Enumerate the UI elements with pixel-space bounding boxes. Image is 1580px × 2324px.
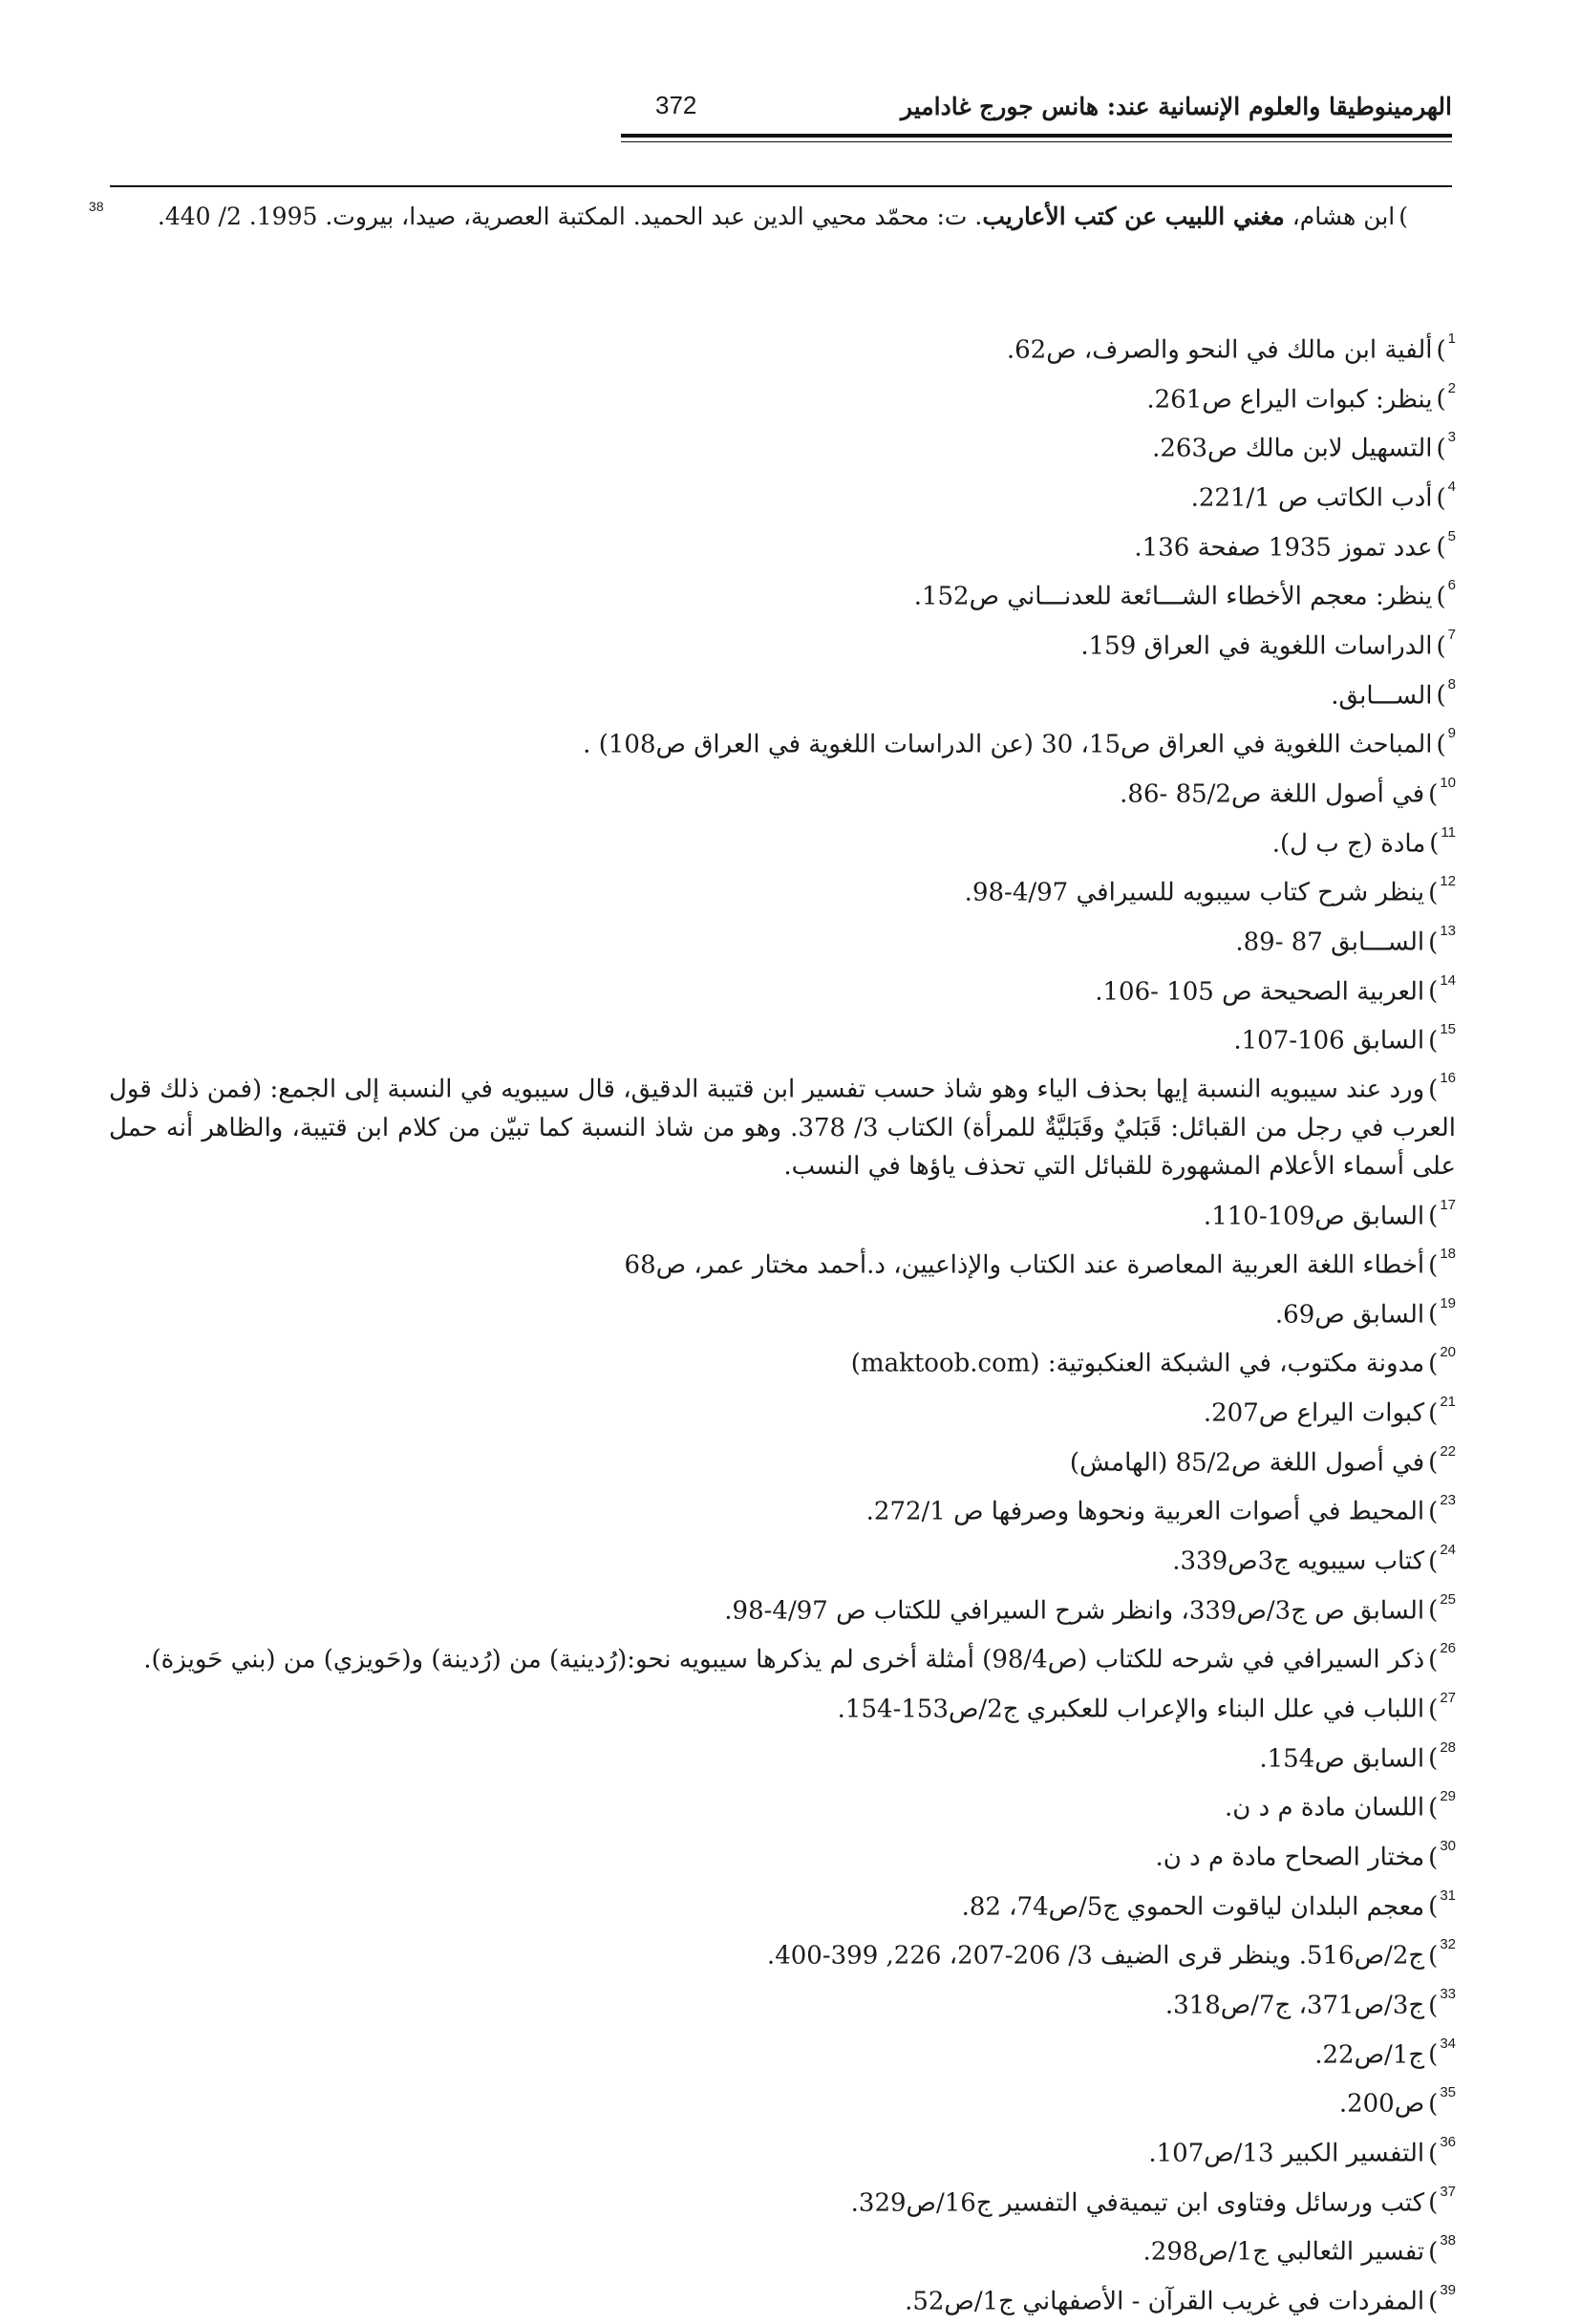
footnote-number: 6 xyxy=(1447,577,1456,594)
footnote-text: أخطاء اللغة العربية المعاصرة عند الكتاب والإذاعيين، د.أحمد مختار عمر، ص68 xyxy=(624,1250,1425,1280)
footnote-text: أدب الكاتب ص 221/1. xyxy=(1190,483,1433,513)
footnote-item: $^{19}$)السابق ص69. xyxy=(1274,1294,1456,1330)
footnote-text: التسهيل لابن مالك ص263. xyxy=(1152,434,1433,463)
footnote-number: 37 xyxy=(1440,2183,1456,2200)
header-title: الهرمينوطيقا والعلوم الإنسانية عند: هانس جورج غادامير xyxy=(900,93,1452,120)
footnote-text: الســـابق. xyxy=(1331,681,1433,711)
footnote-item: $^{30}$)مختار الصحاح مادة م د ن. xyxy=(1155,1838,1456,1872)
footnote-number: 18 xyxy=(1440,1246,1456,1263)
footnote-item: $^{20}$)مدونة مكتوب، في الشبكة العنكبوتية: (maktoob.com) xyxy=(850,1344,1456,1379)
footnote-text: العربية الصحيحة ص 105 -106. xyxy=(1095,977,1425,1007)
footnote-number: 23 xyxy=(1440,1492,1456,1509)
footnote-item: $^6$)ينظر: معجم الأخطاء الشـــائعة للعدنـــاني ص152. xyxy=(913,577,1456,611)
footnote-number: 32 xyxy=(1440,1936,1456,1953)
footnote-item: $^{15}$)السابق 106-107. xyxy=(1233,1021,1456,1055)
footnote-number: 29 xyxy=(1440,1788,1456,1805)
footnote-item: $^{24}$)كتاب سيبويه ج3ص339. xyxy=(1172,1542,1456,1576)
footnote-item: $^{22}$)في أصول اللغة ص85/2 (الهامش) xyxy=(1069,1442,1456,1478)
footnote-item: $^{25}$)السابق ص ج3/ص339، وانظر شرح السيرافي للكتاب ص 4/97-98. xyxy=(724,1590,1456,1626)
footnote-number: 39 xyxy=(1440,2281,1456,2298)
footnote-item: $^{12}$)ينظر شرح كتاب سيبويه للسيرافي 4/97-98. xyxy=(964,873,1456,907)
top-note-book-title: مغني اللبيب عن كتب الأعاريب xyxy=(982,203,1285,230)
footnote-number: 26 xyxy=(1440,1640,1456,1657)
footnote-text: السابق 106-107. xyxy=(1233,1026,1425,1055)
footnote-number: 12 xyxy=(1440,873,1456,890)
footnote-item: $^{32}$)ج2/ص516. وينظر قرى الضيف 3/ 206-207، 226, 399-400. xyxy=(766,1936,1456,1971)
footnote-text: مدونة مكتوب، في الشبكة العنكبوتية: (maktoob.com) xyxy=(850,1350,1425,1379)
footnote-text: السابق ص ج3/ص339، وانظر شرح السيرافي للكتاب ص 4/97-98. xyxy=(724,1596,1425,1626)
footnote-item: $^{11}$)مادة (ج ب ل). xyxy=(1271,823,1456,859)
footnote-number: 9 xyxy=(1447,725,1456,742)
footnote-text: المباحث اللغوية في العراق ص15، 30 (عن الدراسات اللغوية في العراق ص108) . xyxy=(583,730,1433,759)
footnote-number: 2 xyxy=(1447,379,1456,396)
footnote-number: 24 xyxy=(1440,1542,1456,1559)
footnote-item: $^2$)ينظر: كبوات اليراع ص261. xyxy=(1146,379,1456,415)
footnote-text: ج3/ص371، ج7/ص318. xyxy=(1164,1991,1425,2020)
footnote-item: $^{10}$)في أصول اللغة ص85/2 -86. xyxy=(1120,774,1456,809)
footnote-item: $^{18}$)أخطاء اللغة العربية المعاصرة عند الكتاب والإذاعيين، د.أحمد مختار عمر، ص68 xyxy=(624,1246,1456,1280)
footnote-item: $^3$)التسهيل لابن مالك ص263. xyxy=(1152,429,1456,463)
footnote-number: 14 xyxy=(1440,971,1456,989)
footnote-text: المفردات في غريب القرآن - الأصفهاني ج1/ص52. xyxy=(905,2287,1425,2316)
footnote-text: ألفية ابن مالك في النحو والصرف، ص62. xyxy=(1006,335,1433,365)
footnote-number: 3 xyxy=(1447,429,1456,446)
footnote-text: الســـابق 87 -89. xyxy=(1235,927,1425,957)
footnote-item: $^{17}$)السابق ص109-110. xyxy=(1203,1196,1456,1231)
footnote-text: في أصول اللغة ص85/2 -86. xyxy=(1120,779,1425,809)
footnote-item: $^{29}$)اللسان مادة م د ن. xyxy=(1225,1788,1456,1823)
footnote-text: ينظر شرح كتاب سيبويه للسيرافي 4/97-98. xyxy=(964,878,1425,907)
footnote-number: 33 xyxy=(1440,1986,1456,2002)
footnote-text: ج2/ص516. وينظر قرى الضيف 3/ 206-207، 226, 399-400. xyxy=(766,1942,1425,1971)
footnote-text: اللسان مادة م د ن. xyxy=(1225,1794,1425,1823)
footnote-item: $^{39}$)المفردات في غريب القرآن - الأصفهاني ج1/ص52. xyxy=(905,2281,1456,2316)
footnote-item: $^{26}$)ذكر السيرافي في شرحه للكتاب (ص98/4) أمثلة أخرى لم يذكرها سيبويه نحو:(رُدينية) من (رُدينة) و(حَويزي) من (بني حَويزة). xyxy=(143,1640,1456,1675)
top-note-author: ابن هشام، xyxy=(1284,203,1396,230)
footnote-item: $^{31}$)معجم البلدان لياقوت الحموي ج5/ص74، 82. xyxy=(961,1887,1456,1922)
footnote-number: 27 xyxy=(1440,1690,1456,1707)
footnote-text: مادة (ج ب ل). xyxy=(1271,829,1426,859)
footnote-text: ينظر: معجم الأخطاء الشـــائعة للعدنـــاني ص152. xyxy=(913,582,1433,611)
continued-footnote: )ابن هشام، مغني اللبيب عن كتب الأعاريب. ت: محمّد محيي الدين عبد الحميد. المكتبة العصرية، صيدا، بيروت. 1995. 2/ 440. 38 xyxy=(88,199,1408,230)
footnote-number: 21 xyxy=(1440,1394,1456,1411)
footnote-text: السابق ص109-110. xyxy=(1203,1202,1425,1231)
footnote-item: $^8$)الســـابق. xyxy=(1331,675,1456,711)
footnote-text: الدراسات اللغوية في العراق 159. xyxy=(1080,631,1433,661)
footnote-item: $^{21}$)كبوات اليراع ص207. xyxy=(1203,1394,1456,1428)
footnote-number: 38 xyxy=(1440,2232,1456,2249)
footnote-text: السابق ص154. xyxy=(1259,1744,1425,1774)
footnote-item: $^{14}$)العربية الصحيحة ص 105 -106. xyxy=(1095,971,1456,1007)
footnote-text: اللباب في علل البناء والإعراب للعكبري ج2/ص153-154. xyxy=(837,1695,1425,1724)
footnote-item: $^{13}$)الســـابق 87 -89. xyxy=(1235,922,1456,957)
footnote-text: عدد تموز 1935 صفحة 136. xyxy=(1134,533,1433,563)
footnote-number: 15 xyxy=(1440,1021,1456,1038)
footnote-number: 1 xyxy=(1447,330,1456,347)
footnote-text: ج1/ص22. xyxy=(1314,2040,1425,2070)
footnote-item: $^{38}$)تفسير الثعالبي ج1/ص298. xyxy=(1142,2232,1456,2267)
footnote-text: ورد عند سيبويه النسبة إيها بحذف الياء وهو شاذ حسب تفسير ابن قتيبة الدقيق، قال سيبويه في النسبة إلى الجمع: (فمن ذلك قول العرب في رجل من القبائل: قَبَليٌ وقَبَليَّةٌ للمرأة) الكتاب 3/ 378. وهو من شاذ النسبة كما تبيّن من كلام ابن قتيبة، والظاهر أنه حمل على أسماء الأعلام المشهورة للقبائل التي تحذف ياؤها في النسب. xyxy=(109,1075,1456,1181)
footnote-text: كتاب سيبويه ج3ص339. xyxy=(1172,1546,1425,1576)
footnote-text: كبوات اليراع ص207. xyxy=(1203,1398,1425,1428)
header-rule-thick xyxy=(621,134,1452,138)
footnote-number: 34 xyxy=(1440,2035,1456,2052)
footnote-number: 10 xyxy=(1440,774,1456,791)
footnote-item: $^4$)أدب الكاتب ص 221/1. xyxy=(1190,478,1456,513)
footnote-number: 11 xyxy=(1441,823,1456,841)
footnote-text: المحيط في أصوات العربية ونحوها وصرفها ص 272/1. xyxy=(865,1498,1425,1527)
footnote-number: 20 xyxy=(1440,1344,1456,1361)
footnote-number: 7 xyxy=(1447,626,1456,643)
footnote-item: $^{37}$)كتب ورسائل وفتاوى ابن تيميةفي التفسير ج16/ص329. xyxy=(850,2183,1456,2218)
footnote-number: 17 xyxy=(1440,1196,1456,1213)
top-note-number: 38 xyxy=(88,199,104,214)
footnote-number: 16 xyxy=(1440,1069,1456,1086)
footnote-item: $^{36}$)التفسير الكبير 13/ص107. xyxy=(1148,2133,1456,2168)
footnote-text: ذكر السيرافي في شرحه للكتاب (ص98/4) أمثلة أخرى لم يذكرها سيبويه نحو:(رُدينية) من (رُدينة) و(حَويزي) من (بني حَويزة). xyxy=(143,1646,1425,1675)
footnote-item: $^{27}$)اللباب في علل البناء والإعراب للعكبري ج2/ص153-154. xyxy=(837,1690,1456,1724)
top-note-details: . ت: محمّد محيي الدين عبد الحميد. المكتبة العصرية، صيدا، بيروت. 1995. 2/ 440. xyxy=(157,203,983,230)
footnote-text: في أصول اللغة ص85/2 (الهامش) xyxy=(1069,1448,1425,1478)
separator-rule xyxy=(110,185,1452,187)
footnotes-list xyxy=(109,323,1456,2324)
footnote-item: $^1$)ألفية ابن مالك في النحو والصرف، ص62. xyxy=(1006,330,1456,365)
footnote-number: 35 xyxy=(1440,2084,1456,2101)
footnote-number: 13 xyxy=(1440,922,1456,939)
footnote-item: $^{28}$)السابق ص154. xyxy=(1259,1738,1456,1774)
footnote-text: ص200. xyxy=(1338,2089,1425,2119)
footnote-number: 28 xyxy=(1440,1738,1456,1756)
footnote-item: $^{33}$)ج3/ص371، ج7/ص318. xyxy=(1164,1986,1456,2020)
footnote-item: $^5$)عدد تموز 1935 صفحة 136. xyxy=(1134,527,1456,563)
footnote-text: ينظر: كبوات اليراع ص261. xyxy=(1146,385,1433,415)
footnote-text: معجم البلدان لياقوت الحموي ج5/ص74، 82. xyxy=(961,1892,1425,1922)
footnote-number: 5 xyxy=(1447,527,1456,544)
footnote-item: $^9$)المباحث اللغوية في العراق ص15، 30 (عن الدراسات اللغوية في العراق ص108) . xyxy=(583,725,1456,759)
footnote-number: 36 xyxy=(1440,2133,1456,2150)
footnote-number: 22 xyxy=(1440,1442,1456,1460)
footnote-item: $^{23}$)المحيط في أصوات العربية ونحوها وصرفها ص 272/1. xyxy=(865,1492,1456,1527)
footnote-text: التفسير الكبير 13/ص107. xyxy=(1148,2139,1425,2168)
running-header xyxy=(621,91,1452,129)
footnote-text: السابق ص69. xyxy=(1274,1300,1425,1330)
page-number: 372 xyxy=(655,91,697,119)
footnote-item: $^{35}$)ص200. xyxy=(1338,2084,1456,2119)
footnote-number: 19 xyxy=(1440,1294,1456,1311)
footnote-number: 25 xyxy=(1440,1590,1456,1608)
footnote-number: 8 xyxy=(1447,675,1456,693)
footnote-text: كتب ورسائل وفتاوى ابن تيميةفي التفسير ج16/ص329. xyxy=(850,2188,1425,2218)
footnote-item: $^{34}$)ج1/ص22. xyxy=(1314,2035,1456,2070)
header-rule-thin xyxy=(621,141,1452,142)
footnote-number: 31 xyxy=(1440,1887,1456,1904)
footnote-item: $^{16}$)ورد عند سيبويه النسبة إيها بحذف الياء وهو شاذ حسب تفسير ابن قتيبة الدقيق، قال سيبويه في النسبة إلى الجمع: (فمن ذلك قول العرب في رجل من القبائل: قَبَليٌ وقَبَليَّةٌ للمرأة) الكتاب 3/ 378. وهو من شاذ النسبة كما تبيّن من كلام ابن قتيبة، والظاهر أنه حمل على أسماء الأعلام المشهورة للقبائل التي تحذف ياؤها في النسب. xyxy=(109,1069,1456,1181)
footnote-number: 30 xyxy=(1440,1838,1456,1855)
footnote-text: مختار الصحاح مادة م د ن. xyxy=(1155,1843,1425,1872)
footnote-item: $^7$)الدراسات اللغوية في العراق 159. xyxy=(1080,626,1456,661)
footnote-number: 4 xyxy=(1447,478,1456,495)
footnote-text: تفسير الثعالبي ج1/ص298. xyxy=(1142,2237,1425,2267)
